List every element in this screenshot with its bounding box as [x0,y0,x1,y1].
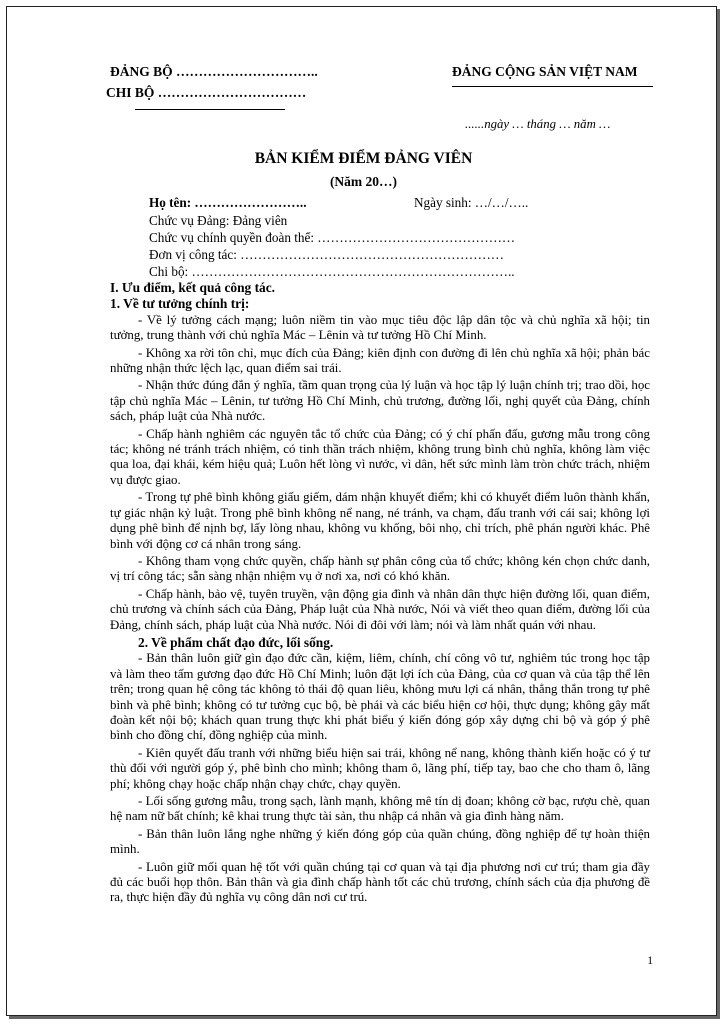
paragraph: - Lối sống gương mẫu, trong sạch, lành mạnh, không mê tín dị đoan; không cờ bạc, rượu chè, quan hệ nam nữ bất chính; kê khai trung thực tài sản, thu nhập cá nhân và gia đình hàng năm. [110,794,650,824]
party-name: ĐẢNG CỘNG SẢN VIỆT NAM [452,64,638,79]
dob-field: Ngày sinh: …/…/….. [414,195,529,210]
party-committee-line: ĐẢNG BỘ ………………………….. [110,64,318,79]
section-heading-strengths: I. Ưu điểm, kết quả công tác. [110,280,276,295]
paragraph: - Trong tự phê bình không giấu giếm, dám nhận khuyết điểm; khi có khuyết điểm luôn thành khẩn, tự giác nhận kỷ luật. Trong phê bình không nể nang, né tránh, va chạm, đấu tranh với cái sai; không lợi dụng phê bình để nịnh bợ, lấy lòng nhau, không vu khống, bôi nhọ, chỉ trích, phê phán người khác. Phê bình với động cơ cá nhân trong sáng. [110,490,650,551]
party-position-field: Chức vụ Đảng: Đảng viên [149,213,288,228]
paragraph: - Chấp hành nghiêm các nguyên tắc tổ chức của Đảng; có ý chí phấn đấu, gương mẫu trong công tác; không né tránh trách nhiệm, có tinh thần trách nhiệm, không trung bình chủ nghĩa, không làm việc qua loa, đại khái, kém hiệu quả; Luôn hết lòng vì nước, vì dân, hết sức mình làm tròn chức trách, nhiệm vụ được giao. [110,426,650,487]
document-body [110,280,650,908]
document-title: BẢN KIỂM ĐIỂM ĐẢNG VIÊN [254,150,473,167]
work-unit-field: Đơn vị công tác: …………………………………………………… [149,247,504,262]
header-divider-left [135,109,285,110]
name-field: Họ tên: …………………….. [149,195,307,210]
paragraph: - Chấp hành, bảo vệ, tuyên truyền, vận động gia đình và nhân dân thực hiện đường lối, quan điểm, chủ trương và chính sách của Đảng, Pháp luật của Nhà nước, Nói và viết theo quan điểm, đường lối của Đảng, chính sách, pháp luật của Nhà nước. Nói đi đôi với làm; nói và làm nhất quán với nhau. [110,586,650,632]
party-cell-field: Chi bộ: ……………………………………………………………….. [149,264,515,279]
paragraph: - Về lý tưởng cách mạng; luôn niềm tin vào mục tiêu độc lập dân tộc và chủ nghĩa xã hội; tin tưởng, trung thành với chủ nghĩa Mác – Lênin và tư tưởng Hồ Chí Minh. [110,312,650,343]
paragraph: - Nhận thức đúng đắn ý nghĩa, tầm quan trọng của lý luận và học tập lý luận chính trị; trao dồi, học tập chủ nghĩa Mác – Lênin, tư tưởng Hồ Chí Minh, chủ trương, đường lối, nghị quyết của Đảng, chính sách, pháp luật của Nhà nước. [110,378,650,424]
paragraph: - Không xa rời tôn chỉ, mục đích của Đảng; kiên định con đường đi lên chủ nghĩa xã hội; phản bác những nhận thức lệch lạc, quan điểm sai trái. [110,345,650,376]
paragraph: - Bản thân luôn giữ gìn đạo đức cần, kiệm, liêm, chính, chí công vô tư, nghiêm túc trong học tập và làm theo tấm gương đạo đức Hồ Chí Minh; luôn đặt lợi ích của Đảng, của cơ quan và của tập thể lên trên; trong quan hệ công tác không tỏ thái độ quan liêu, không mưu lợi cá nhân, thẳng thắn trong tự phê bình và phê bình; không có tư tưởng cục bộ, bè phái và các biểu hiện cơ hội, thực dụng; không gây mất đoàn kết nội bộ; khách quan trung thực khi phát biểu ý kiến đóng góp xây dựng chi bộ và góp ý phê bình cho đồng chí, đồng nghiệp của mình. [110,651,650,743]
subsection-heading-ethics: 2. Về phẩm chất đạo đức, lối sống. [138,634,334,650]
paragraph: - Kiên quyết đấu tranh với những biểu hiện sai trái, không nể nang, không thành kiến hoặc có ý tư thù đối với người góp ý, phê bình cho mình; không tham ô, lãng phí, tiếp tay, bao che cho tham ô, lãng phí; không chạy hoặc chấp nhận chạy chức, chạy quyền. [110,745,650,791]
gov-position-field: Chức vụ chính quyền đoàn thể: ……………………………………… [149,230,516,245]
date-line: ......ngày … tháng … năm … [465,117,611,131]
subsection-heading-political: 1. Về tư tưởng chính trị: [110,296,250,312]
page-number: 1 [647,955,653,967]
party-cell-line: CHI BỘ …………………………… [106,85,307,100]
party-name-underline [452,86,653,87]
paragraph: - Bản thân luôn lắng nghe những ý kiến đóng góp của quần chúng, đồng nghiệp để tự hoàn thiện mình. [110,826,650,857]
paragraph: - Không tham vọng chức quyền, chấp hành sự phân công của tổ chức; không kén chọn chức danh, vị trí công tác; sẵn sàng nhận nhiệm vụ ở nơi xa, nơi có khó khăn. [110,553,650,584]
paragraph: - Luôn giữ mối quan hệ tốt với quần chúng tại cơ quan và tại địa phương nơi cư trú; tham gia đầy đủ các buổi họp thôn. Bản thân và gia đình chấp hành tốt các chủ trương, chính sách của địa phương đề ra, thực hiện đầy đủ nghĩa vụ công dân nơi cư trú. [110,859,650,905]
document-year: (Năm 20…) [329,174,398,189]
